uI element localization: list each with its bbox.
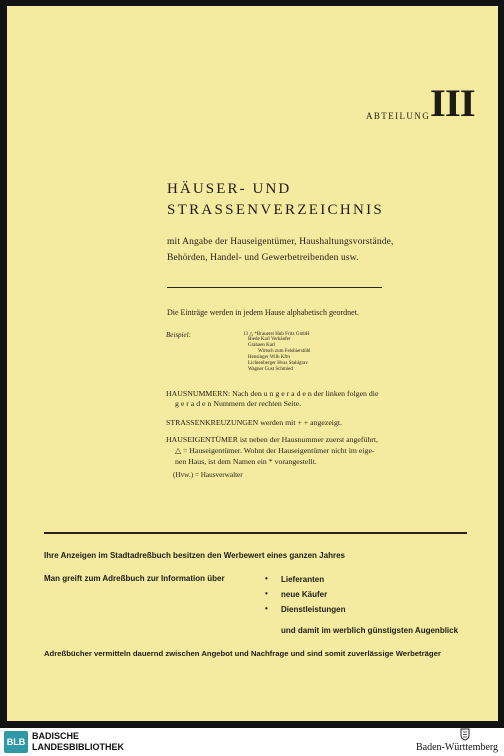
advert-line3: und damit im werblich günstigsten Augenblick bbox=[281, 626, 459, 635]
legend-hausnummern-2: g e r a d e n Nummern der rechten Seite. bbox=[175, 399, 302, 408]
advert-line1: Ihre Anzeigen im Stadtadreßbuch besitzen den Werbewert eines ganzen Jahres bbox=[44, 551, 345, 560]
blb-logo-icon: BLB bbox=[4, 731, 28, 753]
advert-line2: Man greift zum Adreßbuch zur Information über bbox=[44, 574, 225, 583]
abteilung-number: III bbox=[429, 82, 475, 125]
example-line: Grahaen Karl bbox=[248, 343, 276, 348]
example-line: Lichtenberger Hvas Stahlgrav bbox=[248, 361, 308, 366]
blb-line1: BADISCHE bbox=[32, 731, 80, 741]
example-label: Beispiel: bbox=[166, 331, 191, 339]
subtitle-line2: Behörden, Handel- und Gewerbetreibenden usw. bbox=[167, 253, 359, 263]
blb-wordmark bbox=[32, 731, 124, 753]
advert-bullet-lieferanten: Lieferanten bbox=[281, 575, 325, 584]
divider-top bbox=[167, 287, 382, 288]
subtitle-line1: mit Angabe der Hauseigentümer, Haushaltungsvorstände, bbox=[167, 237, 394, 247]
advert-bullet-dienstleistungen: Dienstleistungen bbox=[281, 605, 346, 614]
legend-eigentuemer-3: nen Haus, ist dem Namen ein * vorangestellt. bbox=[175, 457, 317, 466]
bullet-icon: • bbox=[265, 604, 268, 613]
bullet-icon: • bbox=[265, 574, 268, 583]
divider-advert bbox=[44, 532, 467, 534]
abteilung-label: ABTEILUNG bbox=[366, 111, 431, 121]
example-line: Biede Karl Verkäufer bbox=[248, 337, 291, 342]
legend-kreuzungen: STRASSENKREUZUNGEN werden mit + + angezeigt. bbox=[166, 418, 342, 427]
example-line: Wagner Gust Schmied bbox=[248, 367, 293, 372]
example-line: Hensinger Wilh Kfm bbox=[248, 355, 290, 360]
page-title-line2: STRASSENVERZEICHNIS bbox=[167, 202, 385, 218]
advert-line4: Adreßbücher vermitteln dauernd zwischen Angebot und Nachfrage und sind somit zuverlässige Werbeträger bbox=[44, 649, 441, 658]
legend-eigentuemer-1: HAUSEIGENTÜMER ist neben der Hausnummer zuerst angeführt, bbox=[166, 435, 378, 444]
legend-hausnummern-1: HAUSNUMMERN: Nach den u n g e r a d e n der linken folgen die bbox=[166, 389, 379, 398]
blb-line2: LANDESBIBLIOTHEK bbox=[32, 742, 124, 752]
bullet-icon: • bbox=[265, 589, 268, 598]
bw-wordmark: Baden-Württemberg bbox=[415, 742, 498, 753]
example-line: Wirtsch zum Felsbierstübl bbox=[258, 349, 311, 354]
legend-hvw: (Hvw.) = Hausverwalter bbox=[173, 471, 243, 479]
entries-note: Die Einträge werden in jedem Hause alphabetisch geordnet. bbox=[167, 308, 359, 317]
legend-eigentuemer-2: △ = Hauseigentümer. Wohnt der Hauseigentümer nicht im eige- bbox=[175, 446, 375, 455]
advert-bullet-kaeufer: neue Käufer bbox=[281, 590, 328, 599]
page-title-line1: HÄUSER- UND bbox=[167, 181, 292, 197]
crest-icon bbox=[459, 728, 471, 741]
example-line: 13 △ *Brauerei Hub Fritz GmbH bbox=[243, 332, 310, 337]
